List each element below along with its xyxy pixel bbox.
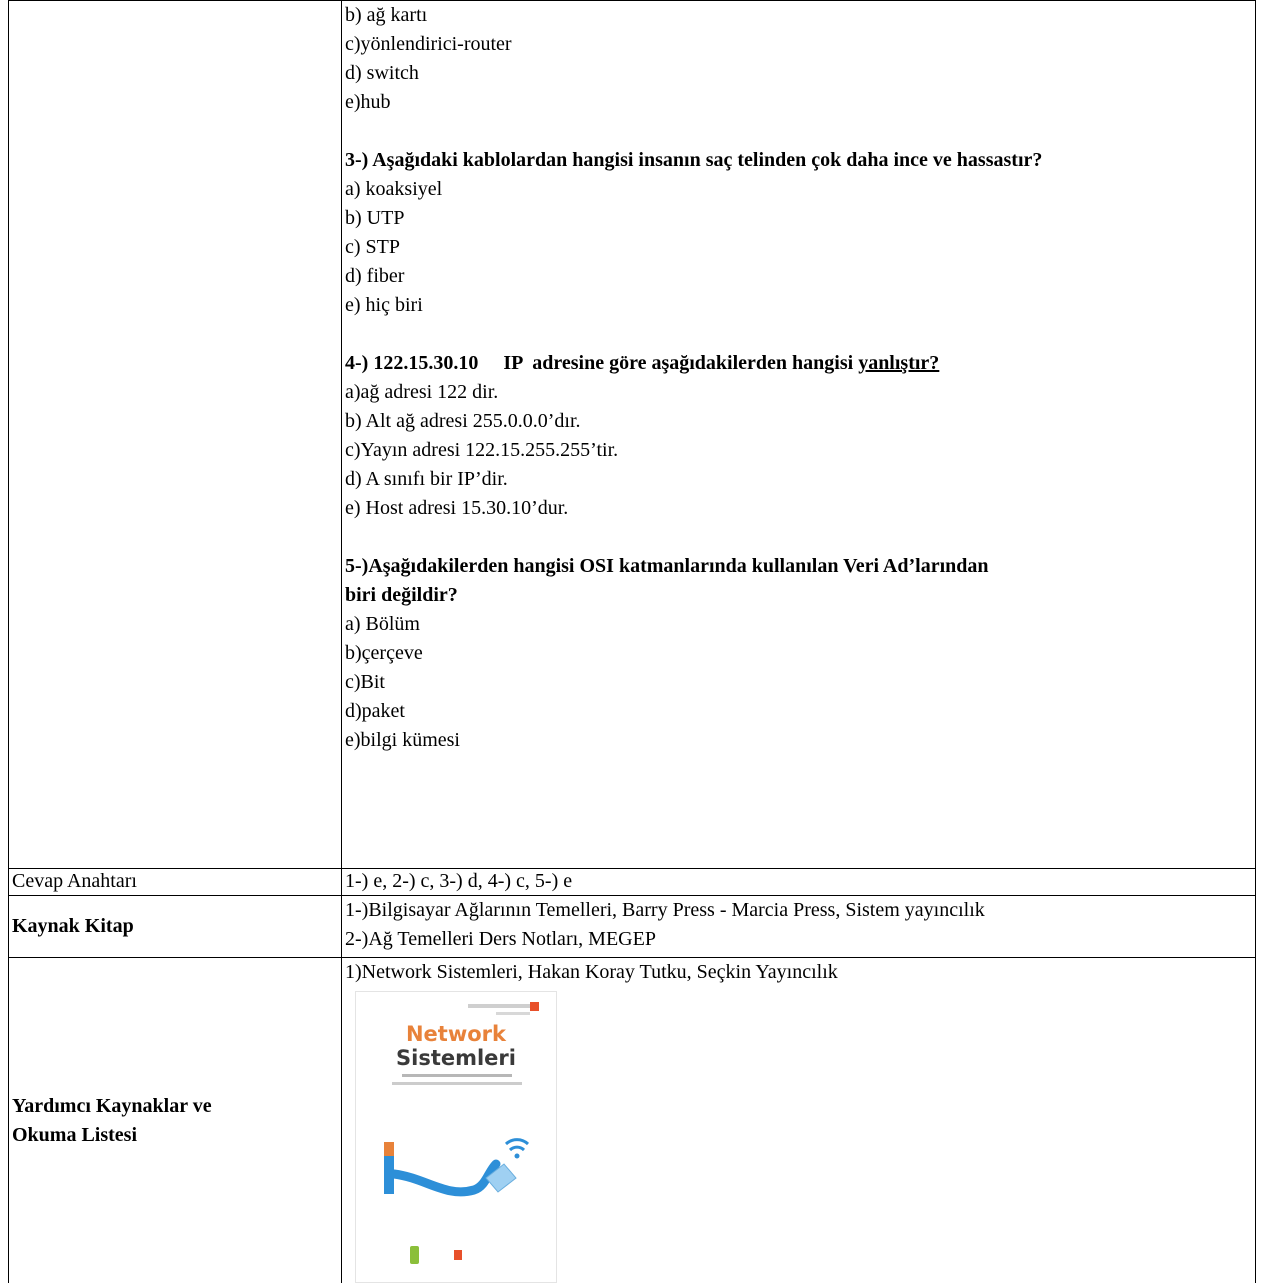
book-cover-title-1: Network — [356, 1022, 556, 1046]
q5-title-line2: biri değildir? — [345, 581, 1255, 610]
q3-title: 3-) Aşağıdaki kablolardan hangisi insanın saç telinden çok daha ince ve hassastır? — [345, 146, 1255, 175]
q5-option-c: c)Bit — [345, 668, 1255, 697]
questions-cell — [342, 1, 1256, 869]
reading-list-label — [9, 958, 342, 1283]
q4-option-b: b) Alt ağ adresi 255.0.0.0’dır. — [345, 407, 1255, 436]
q5-option-e: e)bilgi kümesi — [345, 726, 1255, 755]
q4-title-underlined: yanlıştır? — [858, 352, 939, 374]
source-book-row — [9, 896, 1256, 958]
network-cable-illustration — [356, 992, 556, 1282]
reading-list-item: 1)Network Sistemleri, Hakan Koray Tutku, Seçkin Yayıncılık — [345, 958, 1255, 987]
q5-title-line1: 5-)Aşağıdakilerden hangisi OSI katmanlarında kullanılan Veri Ad’larından — [345, 552, 1255, 581]
book-cover-title-2: Sistemleri — [356, 1046, 556, 1070]
source-book-label: Kaynak Kitap — [9, 896, 342, 958]
course-plan-table — [8, 0, 1256, 1283]
q4-option-d: d) A sınıfı bir IP’dir. — [345, 465, 1255, 494]
book-cover-image — [355, 991, 557, 1283]
source-book-item-2: 2-)Ağ Temelleri Ders Notları, MEGEP — [345, 925, 1255, 954]
q4-title — [345, 349, 1255, 378]
q3-option-e: e) hiç biri — [345, 291, 1255, 320]
reading-list-row — [9, 958, 1256, 1283]
q3-option-d: d) fiber — [345, 262, 1255, 291]
q5-option-d: d)paket — [345, 697, 1255, 726]
q3-option-a: a) koaksiyel — [345, 175, 1255, 204]
answer-key-value: 1-) e, 2-) c, 3-) d, 4-) c, 5-) e — [342, 869, 1256, 896]
questions-row — [9, 1, 1256, 869]
reading-list-label-line2: Okuma Listesi — [12, 1121, 341, 1150]
q4-option-c: c)Yayın adresi 122.15.255.255’tir. — [345, 436, 1255, 465]
reading-list-cell — [342, 958, 1256, 1283]
q2-option-e: e)hub — [345, 88, 1255, 117]
q3-option-c: c) STP — [345, 233, 1255, 262]
answer-key-label: Cevap Anahtarı — [9, 869, 342, 896]
q5-option-b: b)çerçeve — [345, 639, 1255, 668]
q2-option-d: d) switch — [345, 59, 1255, 88]
q2-option-c: c)yönlendirici-router — [345, 30, 1255, 59]
source-book-item-1: 1-)Bilgisayar Ağlarının Temelleri, Barry Press - Marcia Press, Sistem yayıncılık — [345, 896, 1255, 925]
q3-option-b: b) UTP — [345, 204, 1255, 233]
questions-label-cell — [9, 1, 342, 869]
q4-title-text: 4-) 122.15.30.10 IP adresine göre aşağıdakilerden hangisi — [345, 352, 858, 374]
q2-option-b: b) ağ kartı — [345, 1, 1255, 30]
source-book-cell — [342, 896, 1256, 958]
q5-option-a: a) Bölüm — [345, 610, 1255, 639]
q4-option-e: e) Host adresi 15.30.10’dur. — [345, 494, 1255, 523]
q4-option-a: a)ağ adresi 122 dir. — [345, 378, 1255, 407]
reading-list-label-line1: Yardımcı Kaynaklar ve — [12, 1092, 341, 1121]
answer-key-row — [9, 869, 1256, 896]
